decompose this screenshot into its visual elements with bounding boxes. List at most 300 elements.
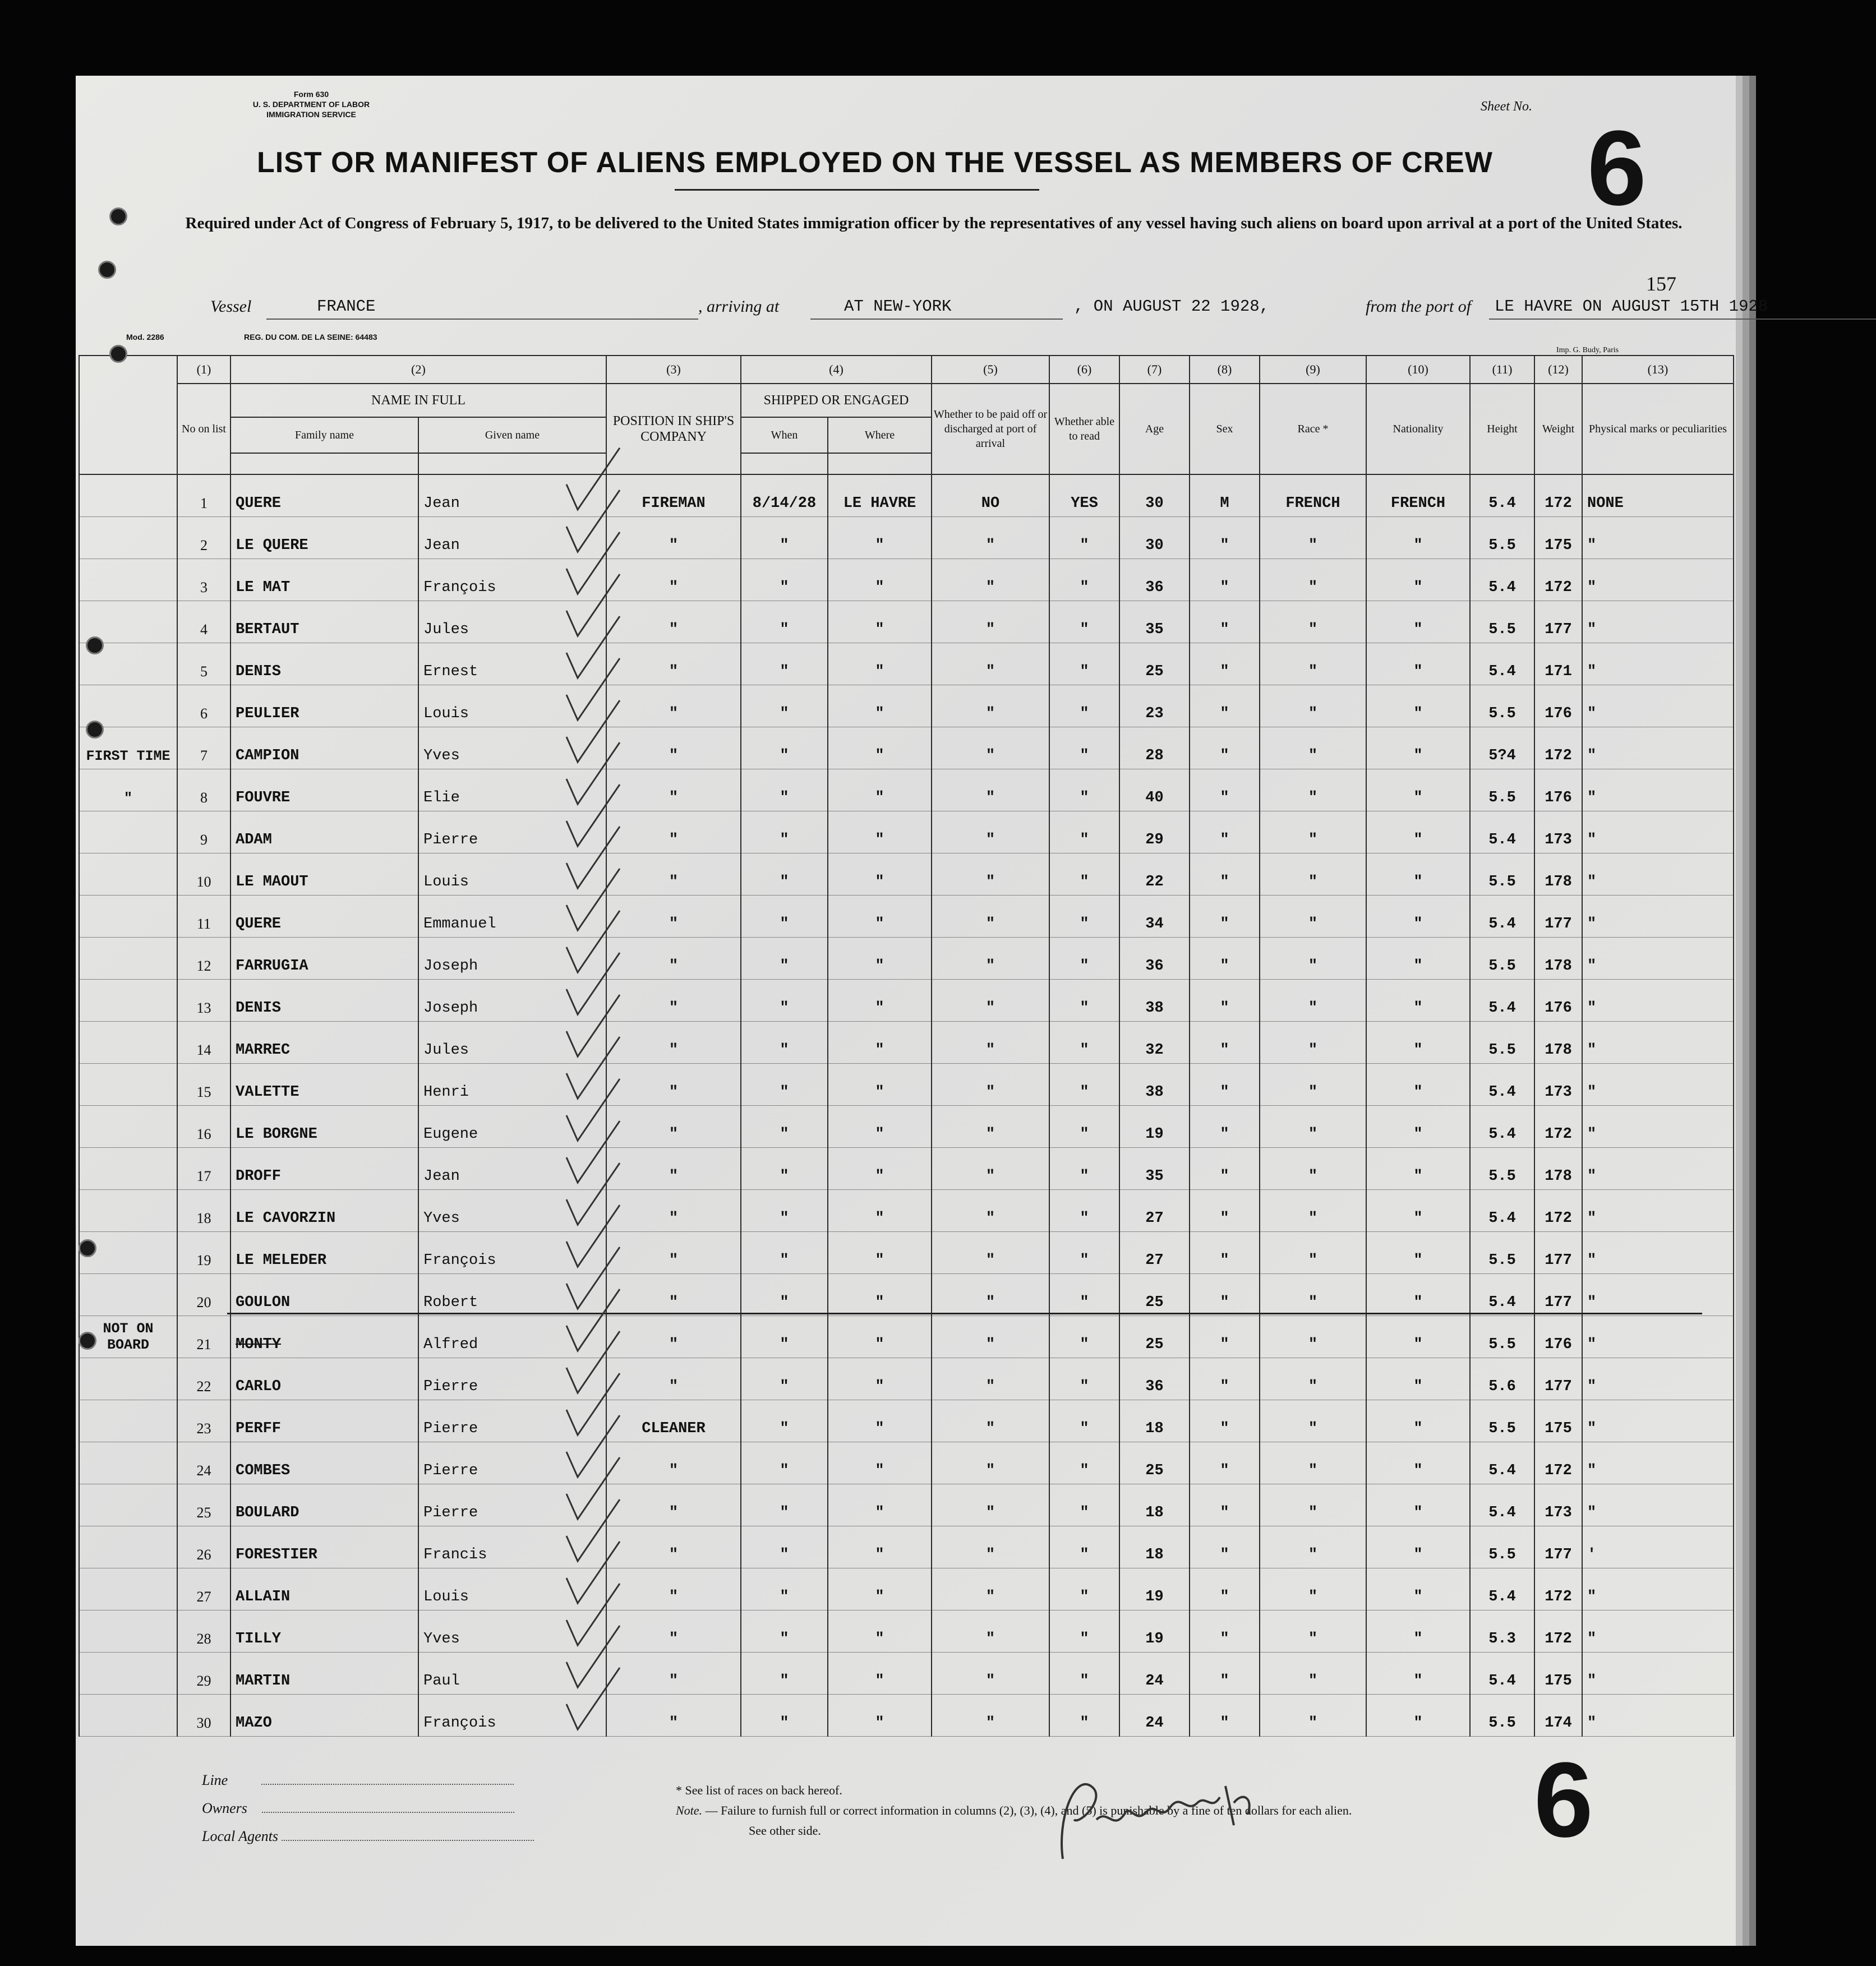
cell-weight: 172 — [1534, 1610, 1582, 1653]
cell-paid: " — [932, 559, 1049, 601]
cell-height: 5.5 — [1470, 853, 1534, 896]
cell-weight: 177 — [1534, 601, 1582, 643]
cell-given: Jules — [418, 1022, 606, 1064]
binder-hole — [98, 261, 116, 279]
cell-family: QUERE — [231, 896, 418, 938]
cell-nationality: " — [1366, 601, 1470, 643]
cell-family: LE MAT — [231, 559, 418, 601]
cell-note: " — [79, 769, 177, 811]
cell-race: " — [1260, 938, 1366, 980]
cell-read: " — [1049, 1022, 1119, 1064]
cell-age: 25 — [1119, 1274, 1190, 1316]
cell-given: Jean — [418, 1148, 606, 1190]
cell-marks: ' — [1582, 1526, 1734, 1568]
cell-paid: " — [932, 1610, 1049, 1653]
cell-no: 15 — [177, 1064, 231, 1106]
cell-when: " — [741, 1526, 828, 1568]
col7-num: (7) — [1119, 356, 1190, 384]
cell-family: GOULON — [231, 1274, 418, 1316]
cell-family: PERFF — [231, 1400, 418, 1442]
cell-no: 30 — [177, 1695, 231, 1737]
cell-where: " — [828, 1148, 932, 1190]
binder-hole — [86, 636, 104, 654]
cell-position: " — [606, 896, 741, 938]
cell-marks: " — [1582, 1568, 1734, 1610]
cell-read: " — [1049, 1274, 1119, 1316]
cell-weight: 178 — [1534, 853, 1582, 896]
arriving-port: AT NEW-YORK — [844, 297, 952, 316]
cell-race: " — [1260, 685, 1366, 727]
cell-read: " — [1049, 643, 1119, 685]
cell-when: " — [741, 1568, 828, 1610]
cell-race: " — [1260, 811, 1366, 853]
owners-label: Owners — [202, 1800, 247, 1816]
cell-no: 29 — [177, 1653, 231, 1695]
cell-marks: " — [1582, 1653, 1734, 1695]
cell-weight: 176 — [1534, 1316, 1582, 1358]
cell-where: " — [828, 1484, 932, 1526]
cell-read: " — [1049, 1610, 1119, 1653]
cell-race: " — [1260, 1274, 1366, 1316]
cell-marks: " — [1582, 1316, 1734, 1358]
race-footnote: * See list of races on back hereof. — [676, 1783, 842, 1797]
cell-paid: " — [932, 1695, 1049, 1737]
cell-given: Eugene — [418, 1106, 606, 1148]
cell-when: " — [741, 1148, 828, 1190]
from-port: LE HAVRE ON AUGUST 15TH 1928 — [1495, 297, 1768, 316]
col13-label: Physical marks or peculiarities — [1582, 384, 1734, 474]
cell-no: 19 — [177, 1232, 231, 1274]
cell-marks: " — [1582, 601, 1734, 643]
cell-weight: 177 — [1534, 1358, 1582, 1400]
cell-family: VALETTE — [231, 1064, 418, 1106]
cell-weight: 173 — [1534, 1484, 1582, 1526]
cell-read: YES — [1049, 474, 1119, 517]
cell-read: " — [1049, 1106, 1119, 1148]
cell-position: " — [606, 559, 741, 601]
check-mark — [566, 1668, 620, 1729]
cell-where: " — [828, 938, 932, 980]
cell-sex: " — [1190, 1695, 1260, 1737]
cell-paid: " — [932, 811, 1049, 853]
cell-family: QUERE — [231, 474, 418, 517]
cell-given: Yves — [418, 1190, 606, 1232]
cell-when: " — [741, 601, 828, 643]
cell-position: " — [606, 685, 741, 727]
service-name: IMMIGRATION SERVICE — [266, 110, 356, 119]
cell-family: DROFF — [231, 1148, 418, 1190]
cell-no: 22 — [177, 1358, 231, 1400]
cell-given: Pierre — [418, 1358, 606, 1400]
cell-position: " — [606, 811, 741, 853]
cell-position: " — [606, 601, 741, 643]
cell-sex: " — [1190, 1232, 1260, 1274]
cell-race: " — [1260, 1316, 1366, 1358]
cell-read: " — [1049, 1568, 1119, 1610]
cell-height: 5.5 — [1470, 517, 1534, 559]
cell-weight: 172 — [1534, 1568, 1582, 1610]
cell-sex: " — [1190, 1064, 1260, 1106]
cell-when: " — [741, 1274, 828, 1316]
cell-height: 5.4 — [1470, 1484, 1534, 1526]
cell-height: 5.4 — [1470, 980, 1534, 1022]
cell-age: 24 — [1119, 1653, 1190, 1695]
cell-read: " — [1049, 1526, 1119, 1568]
cell-paid: " — [932, 1568, 1049, 1610]
cell-height: 5.4 — [1470, 559, 1534, 601]
cell-race: " — [1260, 1526, 1366, 1568]
cell-position: " — [606, 1274, 741, 1316]
col6-label: Whether able to read — [1049, 384, 1119, 474]
cell-age: 34 — [1119, 896, 1190, 938]
cell-sex: " — [1190, 1568, 1260, 1610]
cell-age: 30 — [1119, 474, 1190, 517]
col7-label: Age — [1119, 384, 1190, 474]
cell-read: " — [1049, 559, 1119, 601]
cell-marks: " — [1582, 685, 1734, 727]
cell-position: " — [606, 1526, 741, 1568]
cell-no: 26 — [177, 1526, 231, 1568]
cell-height: 5.4 — [1470, 1274, 1534, 1316]
cell-family: MONTY — [231, 1316, 418, 1358]
cell-given: Joseph — [418, 980, 606, 1022]
cell-paid: " — [932, 1148, 1049, 1190]
cell-age: 35 — [1119, 1148, 1190, 1190]
cell-race: " — [1260, 1400, 1366, 1442]
cell-marks: " — [1582, 896, 1734, 938]
cell-family: MARTIN — [231, 1653, 418, 1695]
cell-sex: " — [1190, 769, 1260, 811]
sheet-number: 6 — [1587, 109, 1647, 228]
col1-num: (1) — [177, 356, 231, 384]
cell-read: " — [1049, 853, 1119, 896]
cell-when: " — [741, 938, 828, 980]
cell-family: ADAM — [231, 811, 418, 853]
cell-where: " — [828, 643, 932, 685]
cell-position: " — [606, 1190, 741, 1232]
cell-no: 25 — [177, 1484, 231, 1526]
cell-marks: " — [1582, 517, 1734, 559]
cell-paid: " — [932, 517, 1049, 559]
cell-when: " — [741, 1442, 828, 1484]
cell-race: " — [1260, 853, 1366, 896]
cell-sex: " — [1190, 559, 1260, 601]
cell-age: 19 — [1119, 1610, 1190, 1653]
cell-read: " — [1049, 517, 1119, 559]
col10-num: (10) — [1366, 356, 1470, 384]
cell-where: " — [828, 1232, 932, 1274]
cell-age: 25 — [1119, 1442, 1190, 1484]
cell-position: " — [606, 1610, 741, 1653]
cell-age: 27 — [1119, 1190, 1190, 1232]
cell-position: " — [606, 727, 741, 769]
cell-nationality: " — [1366, 1400, 1470, 1442]
cell-given: Louis — [418, 1568, 606, 1610]
cell-position: " — [606, 1442, 741, 1484]
cell-race: " — [1260, 1695, 1366, 1737]
cell-nationality: " — [1366, 1232, 1470, 1274]
cell-paid: " — [932, 1190, 1049, 1232]
cell-family: BERTAUT — [231, 601, 418, 643]
col13-num: (13) — [1582, 356, 1734, 384]
cell-when: " — [741, 1653, 828, 1695]
cell-age: 38 — [1119, 1064, 1190, 1106]
cell-no: 10 — [177, 853, 231, 896]
cell-where: " — [828, 1695, 932, 1737]
cell-marks: " — [1582, 1358, 1734, 1400]
cell-race: " — [1260, 517, 1366, 559]
cell-age: 19 — [1119, 1106, 1190, 1148]
cell-given: Joseph — [418, 938, 606, 980]
cell-when: " — [741, 1316, 828, 1358]
check-marks — [76, 76, 1736, 1946]
cell-no: 7 — [177, 727, 231, 769]
cell-race: " — [1260, 1358, 1366, 1400]
cell-no: 6 — [177, 685, 231, 727]
cell-family: TILLY — [231, 1610, 418, 1653]
cell-family: MAZO — [231, 1695, 418, 1737]
cell-nationality: " — [1366, 643, 1470, 685]
cell-marks: " — [1582, 769, 1734, 811]
cell-weight: 172 — [1534, 559, 1582, 601]
binder-hole — [79, 1239, 96, 1257]
cell-age: 38 — [1119, 980, 1190, 1022]
cell-age: 18 — [1119, 1484, 1190, 1526]
binder-hole — [79, 1332, 96, 1350]
cell-height: 5.5 — [1470, 1148, 1534, 1190]
cell-sex: " — [1190, 811, 1260, 853]
cell-marks: " — [1582, 1232, 1734, 1274]
cell-where: " — [828, 1610, 932, 1653]
cell-weight: 176 — [1534, 980, 1582, 1022]
cell-given: Emmanuel — [418, 896, 606, 938]
cell-height: 5.5 — [1470, 685, 1534, 727]
cell-race: " — [1260, 643, 1366, 685]
cell-where: " — [828, 1316, 932, 1358]
cell-given: Robert — [418, 1274, 606, 1316]
cell-no: 20 — [177, 1274, 231, 1316]
cell-where: " — [828, 727, 932, 769]
cell-nationality: " — [1366, 1526, 1470, 1568]
col11-num: (11) — [1470, 356, 1534, 384]
cell-family: LE CAVORZIN — [231, 1190, 418, 1232]
cell-nationality: " — [1366, 1064, 1470, 1106]
cell-sex: " — [1190, 896, 1260, 938]
cell-marks: " — [1582, 1610, 1734, 1653]
cell-read: " — [1049, 1653, 1119, 1695]
cell-family: COMBES — [231, 1442, 418, 1484]
cell-when: 8/14/28 — [741, 474, 828, 517]
cell-height: 5.4 — [1470, 643, 1534, 685]
cell-no: 21 — [177, 1316, 231, 1358]
cell-height: 5.4 — [1470, 1190, 1534, 1232]
cell-read: " — [1049, 938, 1119, 980]
cell-age: 36 — [1119, 559, 1190, 601]
cell-given: Louis — [418, 685, 606, 727]
cell-position: FIREMAN — [606, 474, 741, 517]
page-subtitle: Required under Act of Congress of February 5, 1917, to be delivered to the United States immigration officer by the representatives of any vessel having such aliens on board upon arrival at a port of the United States. — [185, 214, 1683, 232]
cell-no: 17 — [177, 1148, 231, 1190]
cell-position: " — [606, 1106, 741, 1148]
binder-hole — [86, 721, 104, 739]
cell-nationality: " — [1366, 1568, 1470, 1610]
cell-family: DENIS — [231, 980, 418, 1022]
cell-no: 18 — [177, 1190, 231, 1232]
cell-race: " — [1260, 727, 1366, 769]
cell-read: " — [1049, 601, 1119, 643]
cell-age: 36 — [1119, 938, 1190, 980]
cell-sex: " — [1190, 938, 1260, 980]
cell-weight: 175 — [1534, 1400, 1582, 1442]
cell-family: CAMPION — [231, 727, 418, 769]
cell-where: " — [828, 1106, 932, 1148]
cell-marks: " — [1582, 1484, 1734, 1526]
cell-paid: " — [932, 1064, 1049, 1106]
cell-where: " — [828, 769, 932, 811]
cell-sex: " — [1190, 1148, 1260, 1190]
cell-marks: " — [1582, 643, 1734, 685]
cell-race: " — [1260, 769, 1366, 811]
cell-position: " — [606, 1022, 741, 1064]
cell-where: " — [828, 1064, 932, 1106]
cell-race: " — [1260, 1148, 1366, 1190]
cell-family: DENIS — [231, 643, 418, 685]
cell-given: Pierre — [418, 1400, 606, 1442]
cell-height: 5.5 — [1470, 1400, 1534, 1442]
cell-nationality: " — [1366, 1106, 1470, 1148]
cell-position: " — [606, 1484, 741, 1526]
agents-label: Local Agents — [202, 1828, 279, 1844]
cell-note: NOT ON BOARD — [79, 1316, 177, 1358]
vessel-label: Vessel — [210, 297, 252, 316]
cell-marks: " — [1582, 1274, 1734, 1316]
cell-when: " — [741, 517, 828, 559]
cell-sex: " — [1190, 1400, 1260, 1442]
arriving-label: , arriving at — [698, 297, 780, 316]
cell-when: " — [741, 1022, 828, 1064]
cell-race: " — [1260, 896, 1366, 938]
cell-position: " — [606, 1064, 741, 1106]
cell-when: " — [741, 1106, 828, 1148]
cell-read: " — [1049, 1064, 1119, 1106]
cell-read: " — [1049, 727, 1119, 769]
cell-height: 5.5 — [1470, 1022, 1534, 1064]
where-header: Where — [828, 417, 932, 453]
cell-where: " — [828, 853, 932, 896]
cell-nationality: " — [1366, 1190, 1470, 1232]
cell-no: 3 — [177, 559, 231, 601]
cell-when: " — [741, 1232, 828, 1274]
family-name-header: Family name — [231, 417, 418, 453]
cell-where: " — [828, 1400, 932, 1442]
cell-family: FOUVRE — [231, 769, 418, 811]
cell-sex: " — [1190, 517, 1260, 559]
cell-when: " — [741, 643, 828, 685]
cell-age: 22 — [1119, 853, 1190, 896]
cell-given: François — [418, 1232, 606, 1274]
cell-given: Pierre — [418, 1442, 606, 1484]
cell-given: Elie — [418, 769, 606, 811]
cell-when: " — [741, 685, 828, 727]
cell-marks: " — [1582, 1695, 1734, 1737]
cell-sex: " — [1190, 643, 1260, 685]
cell-weight: 175 — [1534, 1653, 1582, 1695]
from-label: from the port of — [1366, 297, 1472, 316]
cell-when: " — [741, 853, 828, 896]
cell-weight: 175 — [1534, 517, 1582, 559]
cell-height: 5.4 — [1470, 1568, 1534, 1610]
cell-no: 16 — [177, 1106, 231, 1148]
cell-no: 28 — [177, 1610, 231, 1653]
cell-position: " — [606, 1568, 741, 1610]
cell-height: 5.5 — [1470, 1695, 1534, 1737]
cell-read: " — [1049, 811, 1119, 853]
cell-nationality: FRENCH — [1366, 474, 1470, 517]
col5-label: Whether to be paid off or discharged at port of arrival — [932, 384, 1049, 474]
cell-height: 5.5 — [1470, 601, 1534, 643]
form-number: Form 630 — [293, 90, 329, 99]
cell-no: 4 — [177, 601, 231, 643]
department-name: U. S. DEPARTMENT OF LABOR — [252, 100, 370, 109]
cell-paid: NO — [932, 474, 1049, 517]
cell-read: " — [1049, 1190, 1119, 1232]
cell-paid: " — [932, 1653, 1049, 1695]
cell-given: Louis — [418, 853, 606, 896]
col5-num: (5) — [932, 356, 1049, 384]
cell-nationality: " — [1366, 811, 1470, 853]
cell-weight: 177 — [1534, 896, 1582, 938]
cell-where: " — [828, 896, 932, 938]
cell-read: " — [1049, 769, 1119, 811]
cell-no: 24 — [177, 1442, 231, 1484]
col4-label: SHIPPED OR ENGAGED — [741, 384, 932, 417]
cell-given: Pierre — [418, 811, 606, 853]
cell-marks: " — [1582, 727, 1734, 769]
cell-paid: " — [932, 1484, 1049, 1526]
cell-position: " — [606, 517, 741, 559]
cell-when: " — [741, 1400, 828, 1442]
col4-num: (4) — [741, 356, 932, 384]
cell-when: " — [741, 1695, 828, 1737]
cell-marks: " — [1582, 938, 1734, 980]
cell-weight: 178 — [1534, 1148, 1582, 1190]
cell-marks: " — [1582, 1064, 1734, 1106]
cell-weight: 173 — [1534, 811, 1582, 853]
cell-when: " — [741, 896, 828, 938]
cell-paid: " — [932, 727, 1049, 769]
cell-marks: " — [1582, 1022, 1734, 1064]
cell-paid: " — [932, 853, 1049, 896]
col3-label: POSITION IN SHIP'S COMPANY — [606, 384, 741, 474]
cell-age: 27 — [1119, 1232, 1190, 1274]
cell-paid: " — [932, 938, 1049, 980]
cell-paid: " — [932, 1022, 1049, 1064]
cell-no: 12 — [177, 938, 231, 980]
cell-marks: NONE — [1582, 474, 1734, 517]
col1-label: No on list — [177, 384, 231, 474]
cell-given: Paul — [418, 1653, 606, 1695]
cell-when: " — [741, 980, 828, 1022]
cell-marks: " — [1582, 559, 1734, 601]
cell-age: 24 — [1119, 1695, 1190, 1737]
cell-given: Henri — [418, 1064, 606, 1106]
sheet-label: Sheet No. — [1481, 99, 1532, 114]
cell-when: " — [741, 1190, 828, 1232]
cell-position: " — [606, 643, 741, 685]
cell-race: FRENCH — [1260, 474, 1366, 517]
cell-marks: " — [1582, 1106, 1734, 1148]
cell-marks: " — [1582, 1190, 1734, 1232]
